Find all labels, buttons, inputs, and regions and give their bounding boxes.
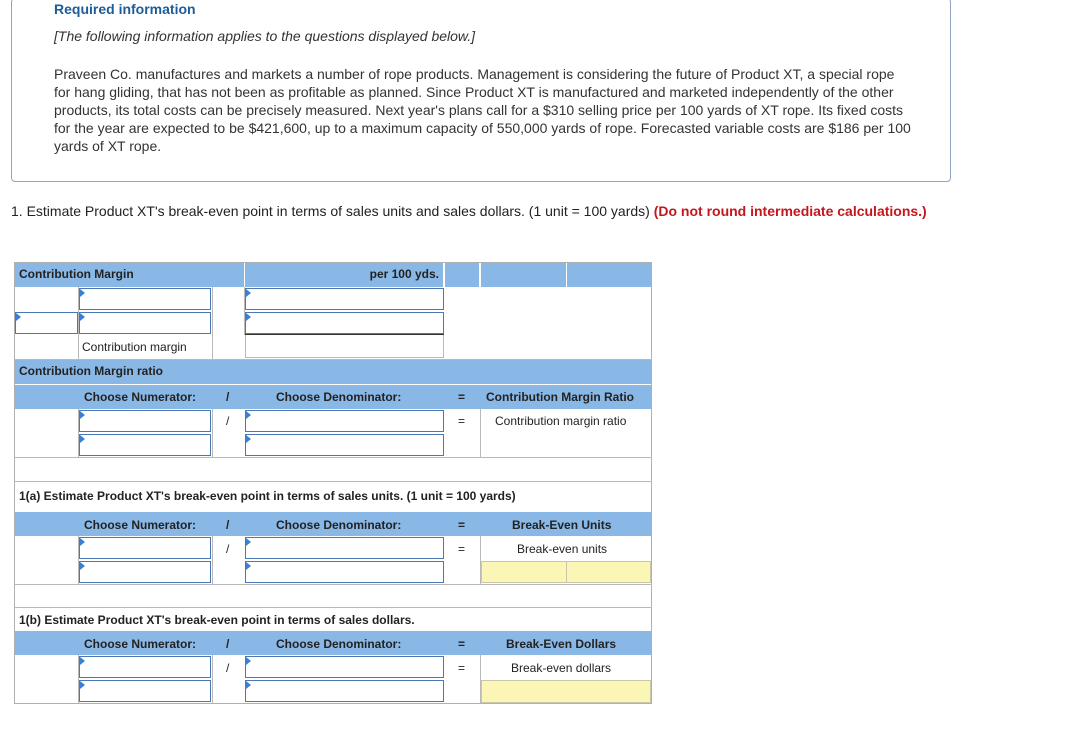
- part-a-result-header: Break-Even Units: [512, 518, 612, 532]
- col-guide-12: [480, 655, 481, 703]
- part-b-denominator-label: Choose Denominator:: [276, 637, 402, 651]
- question-instruction: (Do not round intermediate calculations.): [653, 203, 927, 219]
- col-guide-11: [212, 655, 213, 703]
- cm-amount-input-2[interactable]: [245, 312, 444, 334]
- part-b-result-header: Break-Even Dollars: [506, 637, 617, 651]
- part-a-result-label: Break-even units: [517, 542, 608, 556]
- part-a-title: 1(a) Estimate Product XT's break-even point in terms of sales units. (1 unit = 100 yards): [19, 489, 516, 503]
- col-guide-2: [212, 287, 213, 359]
- part-a-divide-2: /: [226, 542, 230, 556]
- col-guide-10: [78, 655, 79, 703]
- col-guide-9: [480, 536, 481, 584]
- col-guide-3: [244, 287, 245, 335]
- part-a-numerator-input[interactable]: [79, 561, 211, 583]
- cm-ratio-equals: =: [458, 390, 466, 404]
- cm-ratio-divide: /: [226, 390, 230, 404]
- row-divider-5: [14, 607, 652, 608]
- col-guide-7: [78, 536, 79, 584]
- part-a-denominator-input[interactable]: [245, 561, 444, 583]
- header-blank-3: [567, 263, 651, 287]
- part-b-title: 1(b) Estimate Product XT's break-even point in terms of sales dollars.: [19, 613, 415, 627]
- cm-row-label: Contribution margin: [82, 340, 187, 354]
- part-a-equals: =: [458, 518, 466, 532]
- break-even-units-answer-2[interactable]: [566, 561, 651, 583]
- cm-ratio-result-header: Contribution Margin Ratio: [486, 390, 634, 404]
- cm-operator-select[interactable]: [15, 312, 78, 334]
- part-b-equals: =: [458, 637, 466, 651]
- part-b-numerator-label: Choose Numerator:: [84, 637, 197, 651]
- part-b-divide: /: [226, 637, 230, 651]
- part-b-numerator-select[interactable]: [79, 656, 211, 678]
- break-even-units-answer[interactable]: [481, 561, 567, 583]
- col-guide-8: [212, 536, 213, 584]
- part-b-numerator-input[interactable]: [79, 680, 211, 702]
- cm-total-cell-left: [245, 335, 246, 358]
- question-text: 1. Estimate Product XT's break-even point in terms of sales units and sales dollars. (1 unit = 100 yards): [11, 203, 654, 219]
- part-a-numerator-select[interactable]: [79, 537, 211, 559]
- info-body: Praveen Co. manufactures and markets a number of rope products. Management is considering the future of Product XT, a special rope for hang gliding, that has not been as profitable as planned. Since Product XT is manufactured and marketed independently of the other products, its total costs can be precisely measured. Next year's plans call for a $310 selling price per 100 yards of XT rope. Its fixed costs for the year are expected to be $421,600, up to a maximum capacity of 550,000 yards of rope. Forecasted variable costs are $186 per 100 yards of XT rope.: [54, 66, 911, 154]
- cm-ratio-divide-2: /: [226, 414, 230, 428]
- cm-ratio-numerator-input[interactable]: [79, 434, 211, 456]
- cm-ratio-denominator-select[interactable]: [245, 410, 444, 432]
- part-a-denominator-label: Choose Denominator:: [276, 518, 402, 532]
- break-even-dollars-answer[interactable]: [481, 680, 651, 703]
- cm-ratio-numerator-label: Choose Numerator:: [84, 390, 197, 404]
- part-b-result-label: Break-even dollars: [511, 661, 612, 675]
- cm-label-select-2[interactable]: [79, 312, 211, 334]
- header-blank-2: [481, 263, 566, 287]
- cm-total-cell-bottom: [245, 357, 444, 358]
- part-a-denominator-select[interactable]: [245, 537, 444, 559]
- col-guide-4: [78, 409, 79, 457]
- per-unit-header: per 100 yds.: [245, 263, 443, 287]
- part-a-numerator-label: Choose Numerator:: [84, 518, 197, 532]
- cm-ratio-equals-2: =: [458, 414, 466, 428]
- row-divider-4: [14, 584, 652, 585]
- part-b-denominator-input[interactable]: [245, 680, 444, 702]
- row-divider-2: [14, 457, 652, 458]
- required-info-box: [11, 0, 951, 182]
- cm-ratio-header: Contribution Margin ratio: [15, 360, 651, 384]
- cm-amount-input-1[interactable]: [245, 288, 444, 310]
- cm-ratio-denominator-input[interactable]: [245, 434, 444, 456]
- question-1: [11, 202, 931, 220]
- cm-ratio-result-label: Contribution margin ratio: [495, 414, 627, 428]
- cm-ratio-numerator-select[interactable]: [79, 410, 211, 432]
- part-a-equals-2: =: [458, 542, 466, 556]
- cm-label-select-1[interactable]: [79, 288, 211, 310]
- info-subtitle: [The following information applies to the questions displayed below.]: [54, 28, 476, 44]
- cm-total-cell-right: [443, 335, 444, 358]
- cm-ratio-denominator-label: Choose Denominator:: [276, 390, 402, 404]
- sum-line: [245, 334, 444, 335]
- info-title: Required information: [54, 1, 196, 17]
- part-b-equals-2: =: [458, 661, 466, 675]
- row-divider-3: [14, 481, 652, 482]
- col-guide-6: [480, 409, 481, 457]
- part-b-divide-2: /: [226, 661, 230, 675]
- col-guide-5: [212, 409, 213, 457]
- worksheet-table: [14, 262, 652, 704]
- part-b-denominator-select[interactable]: [245, 656, 444, 678]
- col-guide-1: [78, 287, 79, 359]
- cm-header: Contribution Margin: [15, 263, 244, 287]
- header-blank-1: [445, 263, 479, 287]
- part-a-divide: /: [226, 518, 230, 532]
